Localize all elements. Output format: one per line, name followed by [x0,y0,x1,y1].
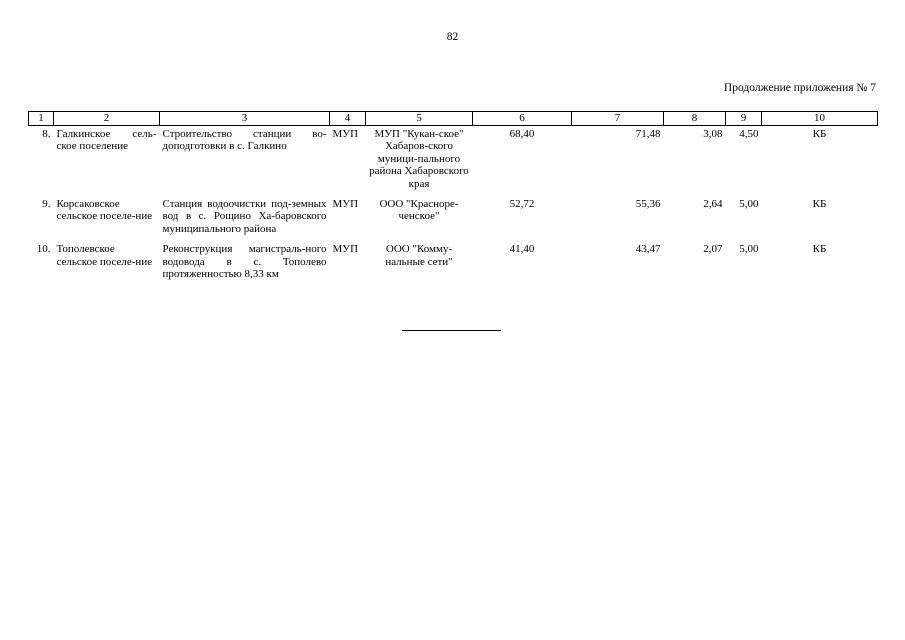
value-col10-cell: КБ [812,128,827,140]
column-header-7: 7 [572,112,664,126]
value-col8-cell: 2,07 [703,243,723,256]
value-col7-cell: 55,36 [635,198,661,211]
value-col6-cell: 41,40 [509,243,535,256]
end-divider-line [402,330,501,331]
value-col10-cell: КБ [812,198,827,211]
column-header-9: 9 [726,112,762,126]
column-header-2: 2 [54,112,160,126]
settlement-cell: Корсаковское сельское поселе-ние [56,198,153,223]
column-header-10: 10 [762,112,878,126]
table-row [29,126,878,197]
column-header-8: 8 [664,112,726,126]
value-col6-cell: 68,40 [509,128,535,140]
column-header-4: 4 [330,112,366,126]
value-col6-cell: 52,72 [509,198,535,211]
project-cell: Станция водоочистки под-земных вод в с. Рощино Ха-баровского муниципального района [162,198,327,235]
table-row [29,241,878,286]
project-cell: Строительство станции во-доподготовки в с. Галкино [162,128,327,153]
operator-cell: МУП "Кукан-ское" Хабаров-ского муници-пального района Хабаровского края [369,128,469,190]
settlement-cell: Галкинское сель-ское поселение [56,128,157,153]
column-header-3: 3 [160,112,330,126]
value-col9-cell: 5,00 [739,198,759,211]
value-col7-cell: 43,47 [635,243,661,256]
page-number: 82 [446,31,459,43]
value-col9-cell: 4,50 [739,128,759,140]
table-header-row [29,112,878,126]
operator-cell: ООО "Красноре-ченское" [379,198,459,223]
column-header-1: 1 [29,112,54,126]
settlement-cell: Тополевское сельское поселе-ние [56,243,153,268]
column-header-5: 5 [366,112,473,126]
owner-type-cell: МУП [332,243,359,256]
appendix-continuation-note: Продолжение приложения № 7 [723,82,876,94]
value-col8-cell: 3,08 [703,128,723,140]
table-row [29,196,878,241]
value-col10-cell: КБ [812,243,827,256]
value-col7-cell: 71,48 [635,128,661,140]
owner-type-cell: МУП [332,198,359,211]
value-col8-cell: 2,64 [703,198,723,211]
column-header-6: 6 [473,112,572,126]
row-number: 8. [42,128,51,140]
row-number: 9. [42,198,51,211]
operator-cell: ООО "Комму-нальные сети" [385,243,453,268]
row-number: 10. [36,243,51,256]
appendix-table [28,111,878,286]
owner-type-cell: МУП [332,128,359,140]
project-cell: Реконструкция магистраль-ного водовода в с. Тополево протяженностью 8,33 км [162,243,327,281]
value-col9-cell: 5,00 [739,243,759,256]
